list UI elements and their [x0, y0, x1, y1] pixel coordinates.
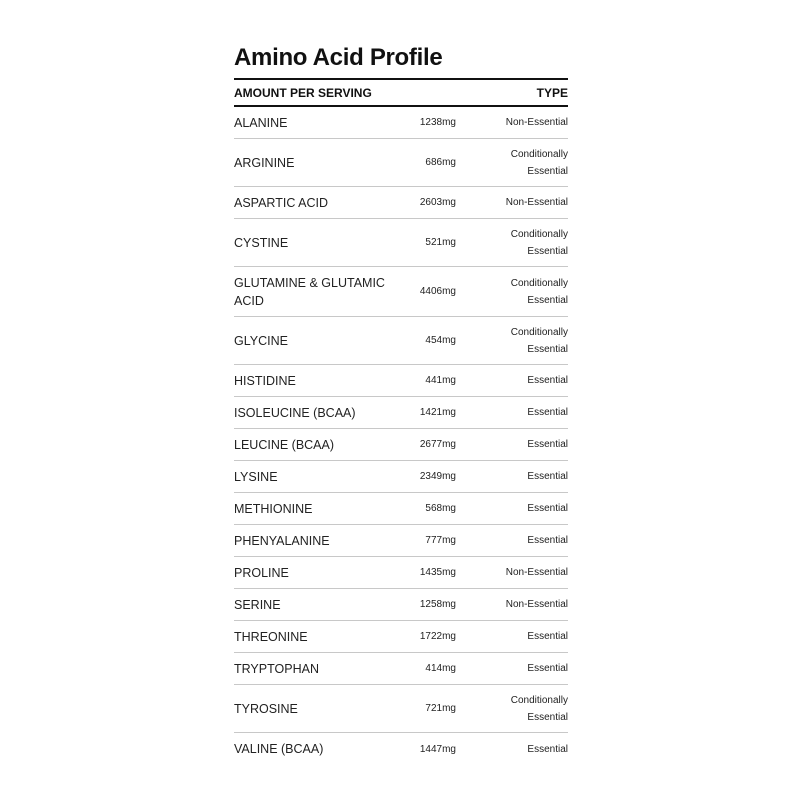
table-row: [234, 685, 568, 733]
type-line: Essential: [527, 439, 568, 450]
table-row: [234, 187, 568, 219]
amino-acid-amount: 1722mg: [419, 631, 456, 642]
amino-acid-name: PHENYALANINE: [234, 533, 330, 548]
amino-acid-type: [456, 194, 568, 211]
table-row: [234, 365, 568, 397]
table-row: [234, 267, 568, 317]
amino-acid-type: [456, 404, 568, 421]
amino-acid-amount: 721mg: [425, 703, 456, 714]
type-line: Non-Essential: [505, 197, 568, 208]
table-row: [234, 589, 568, 621]
amino-acid-name: CYSTINE: [234, 235, 289, 250]
amino-acid-type: [456, 628, 568, 645]
type-line: Conditionally: [510, 694, 568, 706]
amino-acid-name: THREONINE: [234, 629, 308, 644]
amino-acid-type: [456, 564, 568, 581]
amino-acid-name: LEUCINE (BCAA): [234, 437, 335, 452]
amino-acid-type: [456, 468, 568, 485]
type-line: Conditionally: [510, 277, 568, 289]
type-column-header: TYPE: [536, 85, 568, 100]
table-row: [234, 733, 568, 765]
amino-acid-amount: 441mg: [425, 375, 456, 386]
amino-acid-type: [456, 324, 568, 358]
amino-acid-name: TRYPTOPHAN: [234, 661, 319, 676]
table-row: [234, 219, 568, 267]
table-header: [234, 78, 568, 107]
amino-acid-type: [456, 596, 568, 613]
amino-acid-amount: 1258mg: [419, 599, 456, 610]
type-line: Non-Essential: [505, 567, 568, 578]
amino-acid-amount: 2349mg: [419, 471, 456, 482]
amino-acid-type: [456, 660, 568, 677]
amino-acid-amount: 2603mg: [419, 197, 456, 208]
type-line: Essential: [527, 663, 568, 674]
type-line: Non-Essential: [505, 599, 568, 610]
amino-acid-type: [456, 532, 568, 549]
type-line: Essential: [527, 407, 568, 418]
amino-acid-name: ALANINE: [234, 115, 288, 130]
table-row: [234, 653, 568, 685]
amino-acid-amount: 1238mg: [419, 117, 456, 128]
amino-acid-amount: 454mg: [425, 335, 456, 346]
amino-acid-type: [456, 226, 568, 260]
type-line: Essential: [527, 631, 568, 642]
amino-acid-amount: 777mg: [425, 535, 456, 546]
amino-acid-amount: 2677mg: [419, 439, 456, 450]
table-row: [234, 493, 568, 525]
type-line: Essential: [527, 245, 568, 257]
amino-acid-amount: 414mg: [425, 663, 456, 674]
amount-column-header: AMOUNT PER SERVING: [234, 85, 372, 100]
type-line: Essential: [527, 711, 568, 723]
amino-acid-type: [456, 114, 568, 131]
table-row: [234, 429, 568, 461]
amino-acid-amount: 568mg: [425, 503, 456, 514]
table-row: [234, 557, 568, 589]
amino-acid-amount: 1421mg: [419, 407, 456, 418]
amino-acid-name: ARGININE: [234, 155, 295, 170]
type-line: Conditionally: [510, 228, 568, 240]
table-row: [234, 139, 568, 187]
amino-acid-name: SERINE: [234, 597, 281, 612]
amino-acid-name: TYROSINE: [234, 701, 298, 716]
amino-acid-name: ASPARTIC ACID: [234, 195, 329, 210]
type-line: Conditionally: [510, 148, 568, 160]
table-row: [234, 621, 568, 653]
amino-acid-type: [456, 741, 568, 758]
amino-acid-amount: 1435mg: [419, 567, 456, 578]
amino-acid-table: [234, 107, 568, 765]
table-row: [234, 525, 568, 557]
table-row: [234, 397, 568, 429]
amino-acid-name: GLUTAMINE & GLUTAMIC ACID: [234, 275, 385, 308]
amino-acid-panel: [234, 44, 568, 765]
amino-acid-name: ISOLEUCINE (BCAA): [234, 405, 356, 420]
amino-acid-type: [456, 500, 568, 517]
type-line: Essential: [527, 743, 568, 755]
type-line: Conditionally: [510, 326, 568, 338]
amino-acid-amount: 1447mg: [419, 743, 456, 755]
amino-acid-name: PROLINE: [234, 565, 289, 580]
amino-acid-type: [456, 692, 568, 726]
type-line: Essential: [527, 535, 568, 546]
amino-acid-name: GLYCINE: [234, 333, 288, 348]
type-line: Essential: [527, 294, 568, 306]
amino-acid-type: [456, 275, 568, 309]
type-line: Non-Essential: [505, 117, 568, 128]
amino-acid-name: METHIONINE: [234, 501, 313, 516]
table-row: [234, 317, 568, 365]
table-row: [234, 461, 568, 493]
amino-acid-amount: 686mg: [425, 157, 456, 168]
amino-acid-type: [456, 372, 568, 389]
amino-acid-name: VALINE (BCAA): [234, 742, 324, 756]
page-title: Amino Acid Profile: [234, 44, 443, 71]
type-line: Essential: [527, 343, 568, 355]
amino-acid-name: LYSINE: [234, 469, 278, 484]
amino-acid-amount: 521mg: [425, 237, 456, 248]
type-line: Essential: [527, 165, 568, 177]
amino-acid-type: [456, 146, 568, 180]
amino-acid-type: [456, 436, 568, 453]
type-line: Essential: [527, 471, 568, 482]
amino-acid-name: HISTIDINE: [234, 373, 296, 388]
table-row: [234, 107, 568, 139]
amino-acid-amount: 4406mg: [419, 286, 456, 297]
type-line: Essential: [527, 503, 568, 514]
type-line: Essential: [527, 375, 568, 386]
